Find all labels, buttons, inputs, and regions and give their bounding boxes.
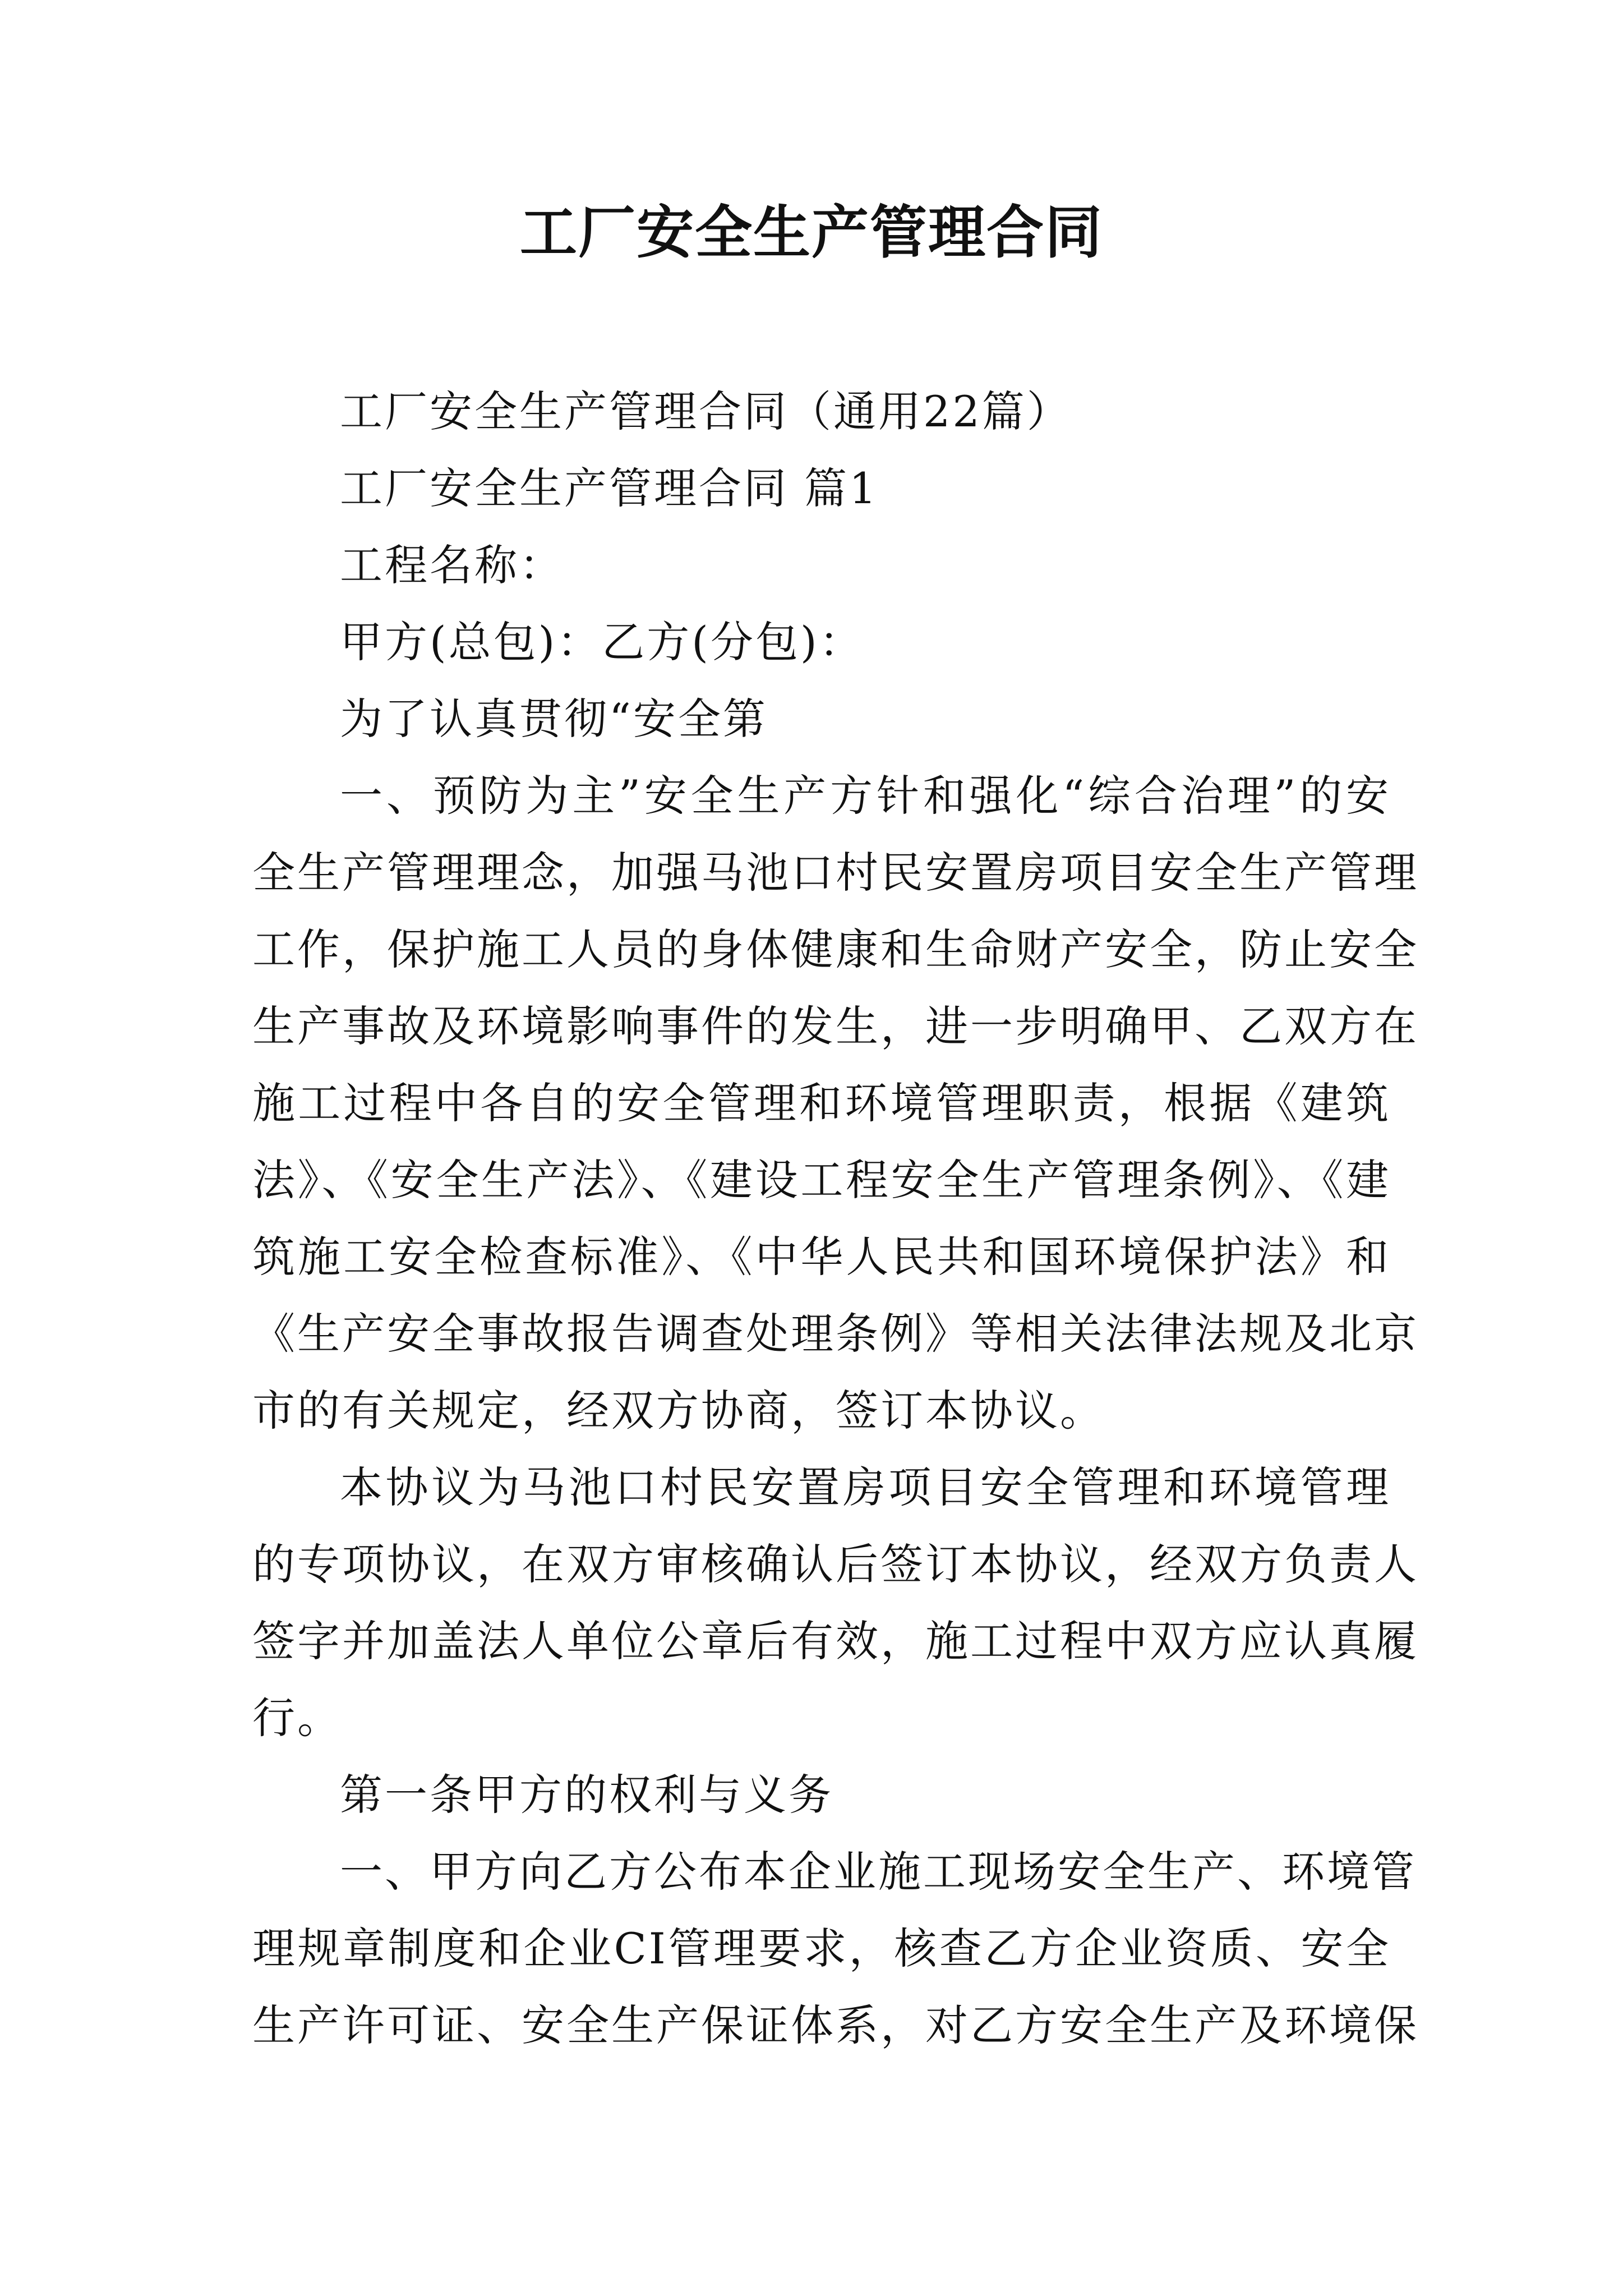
paragraph-line: 理规章制度和企业CI管理要求，核查乙方企业资质、安全 xyxy=(252,1924,1391,1973)
paragraph-line: 行。 xyxy=(252,1693,342,1743)
project-name-line: 工程名称： xyxy=(340,540,564,590)
paragraph-line: 本协议为马池口村民安置房项目安全管理和环境管理 xyxy=(340,1462,1391,1512)
parties-line: 甲方(总包)：乙方(分包)： xyxy=(340,617,864,667)
paragraph-line: 签字并加盖法人单位公章后有效，施工过程中双方应认真履 xyxy=(252,1616,1419,1666)
article-heading: 第一条甲方的权利与义务 xyxy=(340,1770,833,1820)
paragraph-line: 生产事故及环境影响事件的发生，进一步明确甲、乙双方在 xyxy=(252,1001,1419,1051)
paragraph-line: 《生产安全事故报告调查处理条例》等相关法律法规及北京 xyxy=(252,1309,1419,1359)
subtitle-line: 工厂安全生产管理合同（通用22篇） xyxy=(340,386,1072,436)
paragraph-line: 市的有关规定，经双方协商，签订本协议。 xyxy=(252,1386,1105,1435)
section-heading: 工厂安全生产管理合同 篇1 xyxy=(340,463,879,513)
paragraph-line: 全生产管理理念，加强马池口村民安置房项目安全生产管理 xyxy=(252,848,1419,898)
paragraph-line: 工作，保护施工人员的身体健康和生命财产安全，防止安全 xyxy=(252,924,1419,974)
paragraph-line: 筑施工安全检查标准》、《中华人民共和国环境保护法》和 xyxy=(252,1232,1391,1282)
paragraph-line: 施工过程中各自的安全管理和环境管理职责，根据《建筑 xyxy=(252,1078,1391,1128)
paragraph-line: 一、甲方向乙方公布本企业施工现场安全生产、环境管 xyxy=(340,1847,1417,1897)
document-title: 工厂安全生产管理合同 xyxy=(520,199,1103,266)
document-body xyxy=(252,373,1419,2064)
paragraph-line: 生产许可证、安全生产保证体系，对乙方安全生产及环境保 xyxy=(252,2000,1419,2050)
paragraph-line: 的专项协议，在双方审核确认后签订本协议，经双方负责人 xyxy=(252,1539,1419,1589)
paragraph-line: 法》、《安全生产法》、《建设工程安全生产管理条例》、《建 xyxy=(252,1155,1391,1205)
paragraph-line: 一、预防为主”安全生产方针和强化“综合治理”的安 xyxy=(340,771,1391,821)
paragraph-line: 为了认真贯彻“安全第 xyxy=(340,694,768,744)
